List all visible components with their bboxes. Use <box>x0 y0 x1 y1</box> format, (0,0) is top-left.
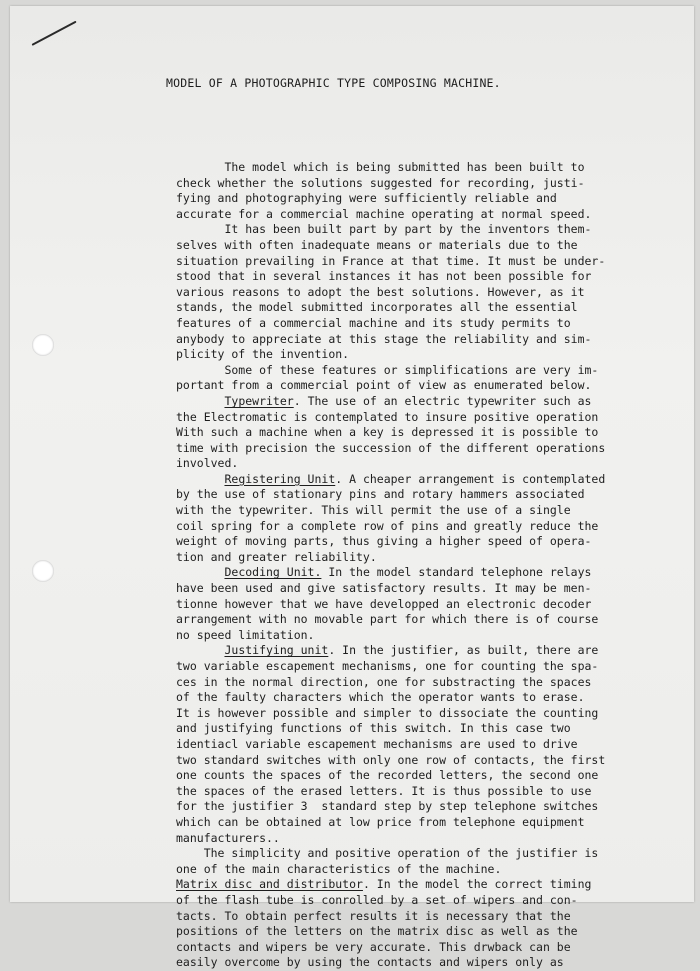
text-line <box>176 924 676 940</box>
section-heading: Typewriter <box>224 393 294 408</box>
text-line <box>176 534 676 550</box>
text-line <box>176 706 676 722</box>
text-line <box>176 222 676 238</box>
text-line <box>176 737 676 753</box>
text-line <box>176 191 676 207</box>
line-text: have been used and give satisfactory results. It may be men- <box>176 581 592 596</box>
text-line <box>176 940 676 956</box>
line-text: . The use of an electric typewriter such as <box>293 393 592 408</box>
section-heading: Matrix disc and distributor <box>176 877 363 892</box>
text-line <box>176 597 676 613</box>
text-line <box>176 909 676 925</box>
text-line <box>176 581 676 597</box>
line-text: the spaces of the erased letters. It is thus possible to use <box>176 783 592 798</box>
text-line <box>176 831 676 847</box>
text-line <box>176 316 676 332</box>
line-text: check whether the solutions suggested for recording, justi- <box>176 175 585 190</box>
line-text: . In the justifier, as built, there are <box>328 643 599 658</box>
text-line <box>176 238 676 254</box>
line-text: one of the main characteristics of the machine. <box>176 861 502 876</box>
document-body <box>176 160 676 971</box>
document-title: MODEL OF A PHOTOGRAPHIC TYPE COMPOSING MACHINE. <box>166 76 501 90</box>
line-text: accurate for a commercial machine operating at normal speed. <box>176 206 592 221</box>
line-text: of the faulty characters which the operator wants to erase. <box>176 690 585 705</box>
text-line <box>176 519 676 535</box>
text-line <box>176 160 676 176</box>
line-text: fying and photographying were sufficiently reliable and <box>176 191 557 206</box>
line-text: Some of these features or simplifications are very im- <box>176 362 599 377</box>
text-line <box>176 176 676 192</box>
text-line <box>176 550 676 566</box>
line-text: It has been built part by part by the inventors them- <box>176 222 592 237</box>
line-text: tion and greater reliability. <box>176 549 377 564</box>
line-text: by the use of stationary pins and rotary hammers associated <box>176 487 585 502</box>
line-text: In the model standard telephone relays <box>321 565 592 580</box>
line-text: easily overcome by using the contacts and wipers only as <box>176 955 564 970</box>
text-line <box>176 363 676 379</box>
line-text: manufacturers.. <box>176 830 280 845</box>
text-line <box>176 815 676 831</box>
pencil-mark <box>32 21 77 46</box>
line-text <box>176 643 224 657</box>
text-line <box>176 425 676 441</box>
text-line <box>176 846 676 862</box>
line-text: and justifying functions of this switch. In this case two <box>176 721 571 736</box>
punch-hole-top <box>32 334 54 356</box>
line-text: . In the model the correct timing <box>362 877 592 892</box>
text-line <box>176 799 676 815</box>
text-line <box>176 300 676 316</box>
line-text: anybody to appreciate at this stage the reliability and sim- <box>176 331 592 346</box>
line-text: one counts the spaces of the recorded letters, the second one <box>176 768 599 783</box>
line-text: no speed limitation. <box>176 627 315 642</box>
text-line <box>176 628 676 644</box>
line-text: weight of moving parts, thus giving a higher speed of opera- <box>176 534 592 549</box>
punch-hole-bottom <box>32 560 54 582</box>
line-text: portant from a commercial point of view as enumerated below. <box>176 378 592 393</box>
text-line <box>176 877 676 893</box>
text-line <box>176 503 676 519</box>
text-line <box>176 862 676 878</box>
line-text: identiacl variable escapement mechanisms are used to drive <box>176 736 578 751</box>
line-text: positions of the letters on the matrix disc as well as the <box>176 924 578 939</box>
section-heading: Registering Unit <box>224 471 336 486</box>
text-line <box>176 643 676 659</box>
text-line <box>176 565 676 581</box>
text-line <box>176 378 676 394</box>
text-line <box>176 441 676 457</box>
line-text: two variable escapement mechanisms, one for counting the spa- <box>176 659 599 673</box>
text-line <box>176 768 676 784</box>
text-line <box>176 753 676 769</box>
line-text: various reasons to adopt the best solutions. However, as it <box>176 284 585 299</box>
text-line <box>176 721 676 737</box>
section-heading: Justifying unit <box>224 643 329 658</box>
line-text: with the typewriter. This will permit the use of a single <box>176 503 571 518</box>
line-text: contacts and wipers be very accurate. This drwback can be <box>176 939 571 954</box>
text-line <box>176 456 676 472</box>
text-line <box>176 612 676 628</box>
line-text: plicity of the invention. <box>176 347 350 362</box>
document-page <box>10 6 694 970</box>
line-text: coil spring for a complete row of pins and greatly reduce the <box>176 518 599 533</box>
line-text: situation prevailing in France at that time. It must be under- <box>176 253 606 268</box>
line-text: the Electromatic is contemplated to insure positive operation <box>176 409 599 424</box>
text-line <box>176 784 676 800</box>
text-line <box>176 269 676 285</box>
line-text: stands, the model submitted incorporates all the essential <box>176 300 578 315</box>
line-text: tacts. To obtain perfect results it is necessary that the <box>176 908 571 923</box>
line-text: . A cheaper arrangement is contemplated <box>335 471 606 486</box>
line-text: involved. <box>176 456 239 471</box>
line-text: selves with often inadequate means or materials due to the <box>176 237 578 252</box>
line-text: of the flash tube is conrolled by a set of wipers and con- <box>176 892 578 907</box>
text-line <box>176 659 676 675</box>
line-text: two standard switches with only one row of contacts, the first <box>176 752 606 767</box>
line-text: time with precision the succession of the different operations <box>176 440 606 455</box>
line-text: stood that in several instances it has not been possible for <box>176 269 592 284</box>
line-text <box>176 565 224 579</box>
section-heading: Decoding Unit. <box>224 565 322 580</box>
line-text: arrangement with no movable part for which there is of course <box>176 612 599 627</box>
line-text: With such a machine when a key is depressed it is possible to <box>176 425 599 440</box>
text-line <box>176 410 676 426</box>
text-line <box>176 893 676 909</box>
text-line <box>176 487 676 503</box>
line-text: which can be obtained at low price from telephone equipment <box>176 814 585 829</box>
line-text: The simplicity and positive operation of the justifier is <box>176 846 599 861</box>
text-line <box>176 675 676 691</box>
text-line <box>176 332 676 348</box>
line-text: tionne however that we have developped an electronic decoder <box>176 596 592 611</box>
text-line <box>176 347 676 363</box>
line-text: The model which is being submitted has been built to <box>176 160 585 174</box>
line-text: for the justifier 3 standard step by step telephone switches <box>176 799 599 814</box>
text-line <box>176 285 676 301</box>
line-text <box>176 394 224 408</box>
line-text: features of a commercial machine and its study permits to <box>176 315 571 330</box>
text-line <box>176 472 676 488</box>
text-line <box>176 690 676 706</box>
line-text <box>176 472 224 486</box>
line-text: It is however possible and simpler to dissociate the counting <box>176 705 599 720</box>
text-line <box>176 394 676 410</box>
text-line <box>176 955 676 971</box>
text-line <box>176 254 676 270</box>
text-line <box>176 207 676 223</box>
line-text: ces in the normal direction, one for substracting the spaces <box>176 674 592 689</box>
